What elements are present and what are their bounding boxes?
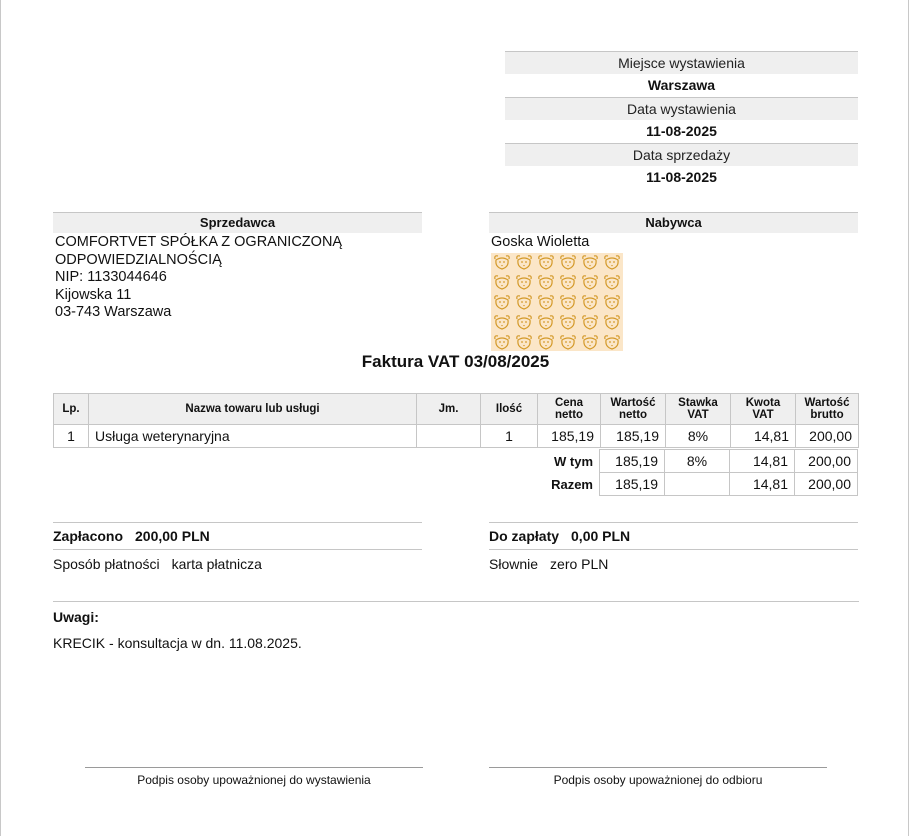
in-which-net: 185,19 [600,450,665,473]
remarks [53,601,859,651]
method-row [53,549,422,578]
paid-label: Zapłacono [53,528,124,544]
words-label: Słownie [489,556,539,572]
cell-gross: 200,00 [796,425,859,448]
total-net: 185,19 [600,473,665,496]
method-value: karta płatnicza [171,556,262,572]
col-name: Nazwa towaru lub usługi [89,394,417,425]
col-unit: Jm. [417,394,481,425]
col-qty: Ilość [481,394,538,425]
words-row [489,549,858,578]
payment-right [489,522,858,578]
seller-nip: NIP: 1133044646 [55,269,167,285]
place-label: Miejsce wystawienia [505,51,858,74]
table-header-row [54,394,859,425]
issue-date-value: 11-08-2025 [646,123,717,139]
sale-date-value: 11-08-2025 [646,169,717,185]
buyer-header: Nabywca [489,212,858,233]
due-row [489,522,858,549]
cell-net: 185,19 [601,425,666,448]
seller-details [55,234,425,322]
total-gross: 200,00 [795,473,858,496]
total-rate [665,473,730,496]
place-value: Warszawa [647,77,716,93]
col-gross: Wartość brutto [796,394,859,425]
items-table [53,393,859,448]
col-net: Wartość netto [601,394,666,425]
seller-city: 03-743 Warszawa [55,304,172,320]
seller-name-line1: COMFORTVET SPÓŁKA Z OGRANICZONĄ [55,234,343,250]
paid-row [53,522,422,549]
remarks-label: Uwagi: [53,609,99,625]
col-vat: Kwota VAT [731,394,796,425]
remarks-text: KRECIK - konsultacja w dn. 11.08.2025. [53,635,302,651]
issue-info [505,51,858,189]
cell-price: 185,19 [538,425,601,448]
col-rate: Stawka VAT [666,394,731,425]
in-which-rate: 8% [665,450,730,473]
seller-street: Kijowska 11 [55,286,132,303]
issue-date-label: Data wystawienia [505,97,858,120]
total-label: Razem [551,476,593,492]
cell-lp: 1 [54,425,89,448]
col-lp: Lp. [54,394,89,425]
in-which-gross: 200,00 [795,450,858,473]
table-row [54,425,859,448]
invoice-title: Faktura VAT 03/08/2025 [361,352,550,371]
seller-header: Sprzedawca [53,212,422,233]
issuer-signature-line: Podpis osoby upoważnionej do wystawienia [85,767,423,787]
dog-pattern-image [491,253,623,351]
cell-rate: 8% [666,425,731,448]
cell-unit [417,425,481,448]
cell-vat: 14,81 [731,425,796,448]
buyer-name: Goska Wioletta [491,234,590,250]
due-label: Do zapłaty [489,528,560,544]
col-price: Cena netto [538,394,601,425]
sale-date-label: Data sprzedaży [505,143,858,166]
method-label: Sposób płatności [53,556,160,572]
in-which-label: W tym [554,453,593,469]
due-value: 0,00 PLN [571,528,631,544]
paid-value: 200,00 PLN [135,528,210,544]
in-which-vat: 14,81 [730,450,795,473]
seller-name-line2: ODPOWIEDZIALNOŚCIĄ [55,251,222,268]
total-vat: 14,81 [730,473,795,496]
payment-left [53,522,422,578]
summary-table [537,449,858,496]
words-value: zero PLN [550,556,609,572]
cell-qty: 1 [481,425,538,448]
receiver-signature-line: Podpis osoby upoważnionej do odbioru [489,767,827,787]
cell-name: Usługa weterynaryjna [89,425,417,448]
summary-row-in-which [537,450,858,473]
summary-row-total [537,473,858,496]
